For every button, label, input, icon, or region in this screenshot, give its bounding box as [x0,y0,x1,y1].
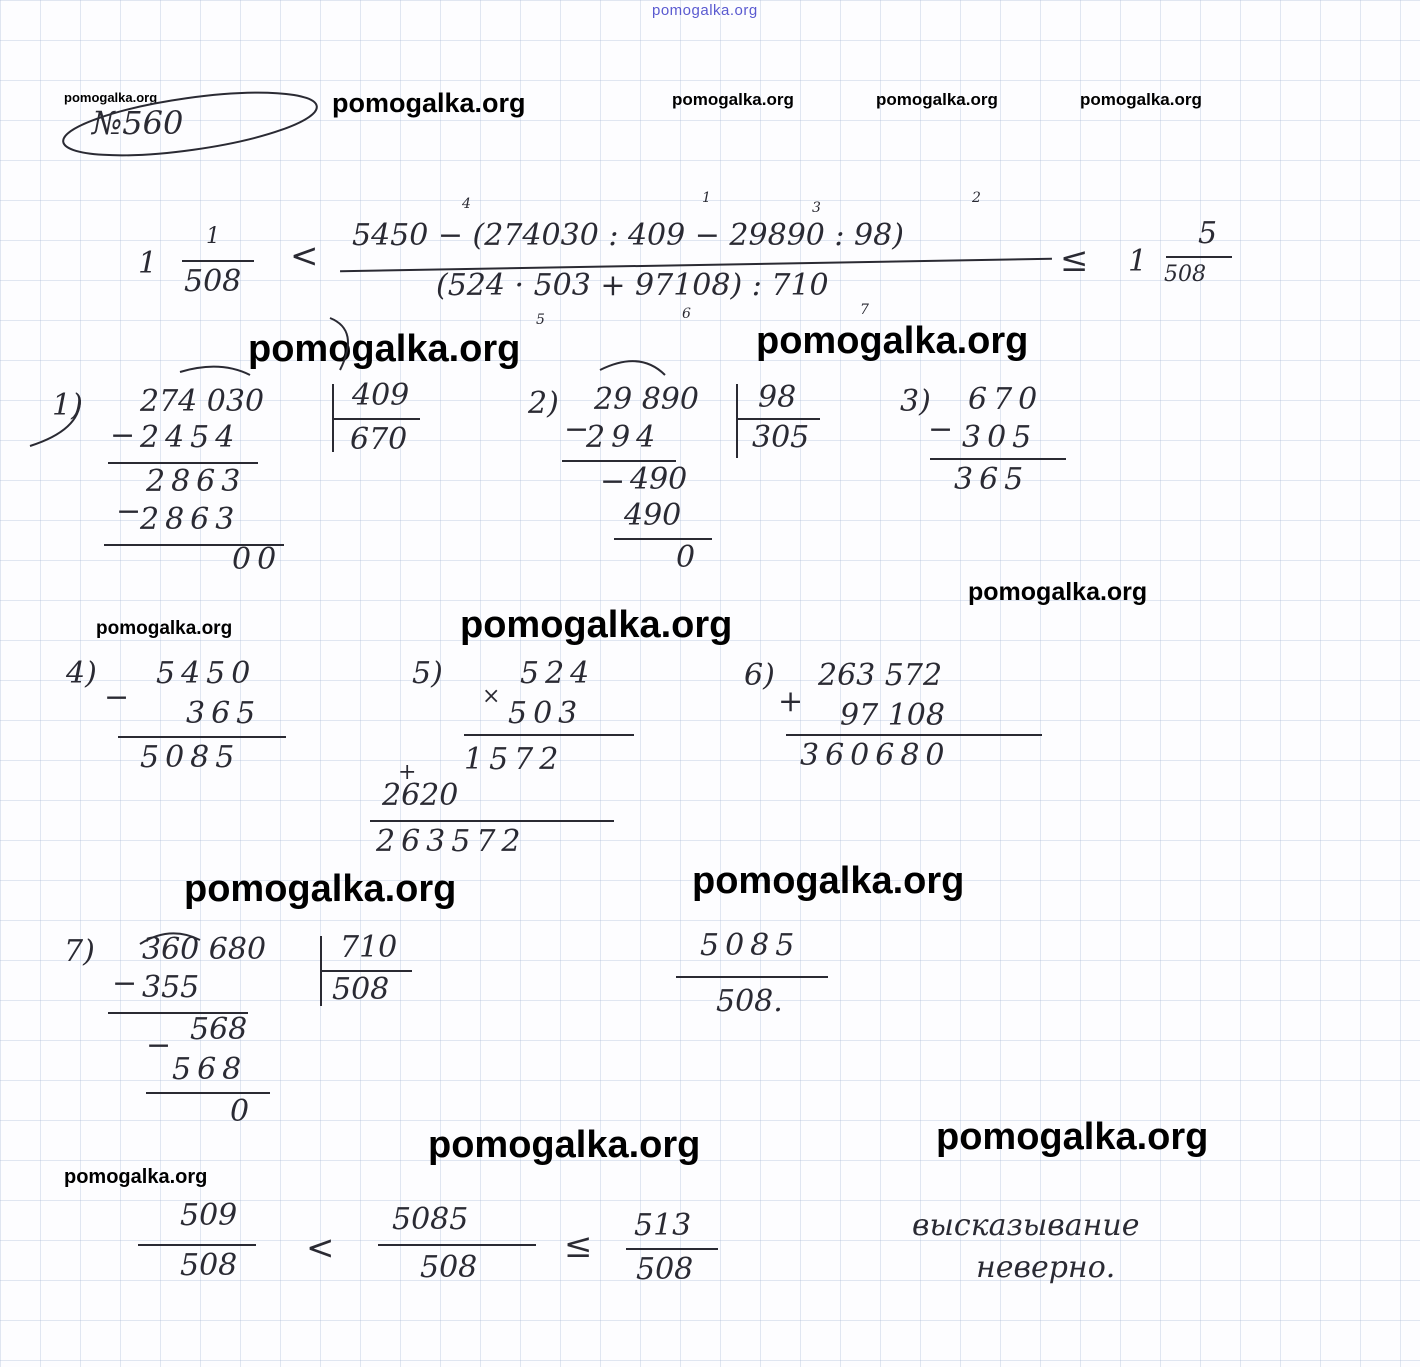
step2-divisor: 98 [758,380,797,415]
watermark-big-4: pomogalka.org [184,868,457,910]
step7-minus-a: − [112,966,138,1001]
step1-r2: 2863 [146,464,247,499]
order-mark-2: 2 [972,190,981,206]
right-frac-den: 508 [1164,262,1206,287]
step4-b: 365 [186,696,262,731]
result-frac-bar [676,976,828,978]
step7-dividend: 360 680 [142,932,267,967]
step2-minus-a: − [564,412,590,447]
final-le: ≤ [564,1226,593,1266]
watermark-header-main: pomogalka.org [332,88,526,118]
watermark-big-7: pomogalka.org [936,1116,1209,1158]
step1-label: 1) [52,388,83,423]
step6-a: 263 572 [818,658,943,693]
step2-quotient: 305 [752,420,810,455]
step1-divisor: 409 [352,378,410,413]
order-mark-5: 5 [536,312,545,328]
rel-le: ≤ [1060,240,1089,280]
step2-r3: 490 [624,498,682,533]
step2-rem: 0 [676,540,696,575]
final-f3-bar [626,1248,718,1250]
step3-res: 365 [954,462,1030,497]
final-f2-num: 5085 [392,1202,469,1237]
final-f1-den: 508 [180,1248,238,1283]
watermark-header-2: pomogalka.org [876,90,998,109]
step5-bar2 [370,820,614,822]
step3-minus: − [928,412,954,447]
step1-div-hbar [334,418,420,420]
step3-label: 3) [900,384,931,419]
step1-dividend: 274 030 [140,384,265,419]
step2-r2: 490 [630,462,688,497]
step5-res: 263572 [376,824,527,859]
order-mark-1: 1 [702,190,711,206]
step7-rem: 0 [230,1094,250,1129]
step5-label: 5) [412,656,443,691]
step3-b: 305 [962,420,1038,455]
step2-label: 2) [528,386,559,421]
big-fraction-numerator: 5450 − (274030 : 409 − 29890 : 98) [352,218,904,253]
conclusion-line1: высказывание [912,1208,1140,1243]
step7-r2: 568 [190,1012,248,1047]
step2-r1: 294 [586,420,662,455]
left-frac-bar [182,260,254,262]
watermark-big-3: pomogalka.org [460,604,733,646]
watermark-big-5: pomogalka.org [692,860,965,902]
right-frac-bar [1166,256,1232,258]
step7-divisor: 710 [340,930,398,965]
step7-r3: 568 [172,1052,248,1087]
step5-a: 524 [520,656,596,691]
step2-minus-b: − [600,464,626,499]
final-f3-num: 513 [634,1208,692,1243]
step4-minus: − [104,680,130,715]
left-whole: 1 [138,246,158,281]
watermark-big-1: pomogalka.org [248,328,521,370]
step6-label: 6) [744,658,775,693]
step6-plus: + [778,684,804,719]
step7-r1: 355 [142,970,200,1005]
final-f2-den: 508 [420,1250,478,1285]
conclusion-line2: неверно. [976,1250,1116,1285]
step1-minus-a: − [110,418,136,453]
order-mark-4: 4 [462,196,471,212]
step5-p1: 1572 [464,742,565,777]
step5-plus: + [398,760,417,785]
final-f2-bar [378,1244,536,1246]
step4-a: 5450 [156,656,257,691]
step5-times: × [482,684,501,709]
watermark-small-left: pomogalka.org [96,618,233,639]
watermark-top: pomogalka.org [652,2,758,19]
order-mark-7: 7 [860,302,869,318]
step1-quotient: 670 [350,422,408,457]
final-f3-den: 508 [636,1252,694,1287]
step4-label: 4) [66,656,97,691]
step7-quotient: 508 [332,972,390,1007]
watermark-big-2: pomogalka.org [756,320,1029,362]
watermark-header-1: pomogalka.org [672,90,794,109]
step2-bar2 [614,538,712,540]
final-f1-bar [138,1244,256,1246]
left-frac-num: 1 [206,224,220,249]
watermark-small-bottom: pomogalka.org [64,1166,208,1188]
order-mark-3: 3 [812,200,821,216]
final-lt: < [306,1228,335,1268]
step5-bar1 [464,734,634,736]
final-f1-num: 509 [180,1198,238,1233]
step6-b: 97 108 [840,698,945,733]
result-frac-den: 508. [716,984,783,1019]
problem-number: №560 [92,104,184,142]
step4-res: 5085 [140,740,241,775]
result-frac-num: 5085 [700,928,801,963]
step1-minus-b: − [116,494,142,529]
step7-minus-b: − [146,1028,172,1063]
step6-bar [786,734,1042,736]
step7-label: 7) [64,934,95,969]
rel-lt: < [290,236,319,276]
step2-dividend: 29 890 [594,382,699,417]
right-frac-num: 5 [1198,216,1218,251]
step3-a: 670 [968,382,1044,417]
step3-bar [930,458,1066,460]
step5-b: 503 [508,696,584,731]
watermark-header-3: pomogalka.org [1080,90,1202,109]
watermark-tiny-left: pomogalka.org [64,90,158,105]
watermark-small-right: pomogalka.org [968,578,1148,606]
big-fraction-denominator: (524 · 503 + 97108) : 710 [436,268,829,303]
order-mark-6: 6 [682,306,691,322]
step4-bar [118,736,286,738]
watermark-big-6: pomogalka.org [428,1124,701,1166]
step5-p2: 2620 [382,778,459,813]
step1-r3: 2863 [140,502,241,537]
step1-rem: 00 [232,542,283,577]
step2-div-vbar [736,384,738,458]
left-frac-den: 508 [184,264,242,299]
step7-bar2 [146,1092,270,1094]
step1-r1: 2454 [140,420,241,455]
right-whole: 1 [1128,244,1148,279]
step6-res: 360680 [800,738,951,773]
